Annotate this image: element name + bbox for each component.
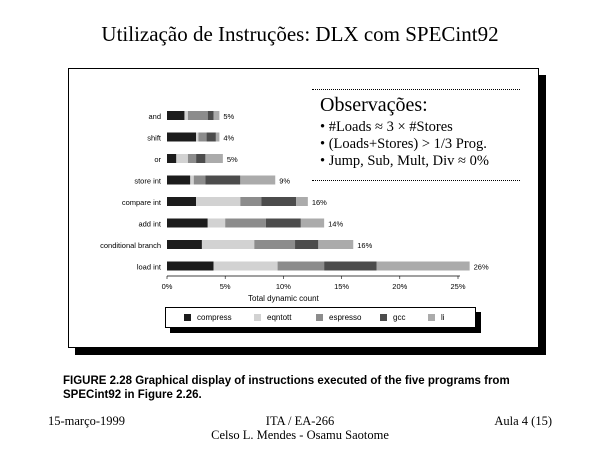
bar-segment-espresso <box>188 154 196 163</box>
bar-segment-compress <box>167 154 176 163</box>
bar-segment-espresso <box>254 240 295 249</box>
bar-segment-espresso <box>225 219 266 228</box>
category-label: store int <box>134 176 161 186</box>
bar-segment-compress <box>167 262 214 271</box>
bar-segment-li <box>216 133 219 142</box>
caption-line-2: SPECint92 in Figure 2.26. <box>63 389 202 401</box>
legend-swatch <box>428 314 435 321</box>
legend-item-gcc <box>380 313 405 322</box>
bar-segment-eqntott <box>190 176 193 185</box>
data-label: 5% <box>223 112 235 121</box>
footer-authors: Celso L. Mendes - Osamu Saotome <box>211 428 389 442</box>
observation-item: • (Loads+Stores) > 1/3 Prog. <box>320 136 487 152</box>
bar-segment-eqntott <box>202 240 254 249</box>
bar-segment-gcc <box>266 219 301 228</box>
x-tick-label: 0% <box>161 282 173 291</box>
observations-title: Observações: <box>320 94 428 116</box>
bar-segment-eqntott <box>196 133 198 142</box>
legend-item-compress <box>184 313 232 322</box>
bar-segment-li <box>214 111 220 120</box>
legend-label: espresso <box>329 313 362 322</box>
legend-label: compress <box>197 313 232 322</box>
footer-course: ITA / EA-266 <box>265 414 335 428</box>
data-label: 16% <box>357 241 373 250</box>
category-label: load int <box>136 262 161 272</box>
legend-label: eqntott <box>267 313 292 322</box>
bar-segment-li <box>296 197 308 206</box>
category-label: compare int <box>121 198 161 207</box>
observations-bottom-rule <box>312 180 520 181</box>
bar-segment-eqntott <box>176 154 188 163</box>
footer-lecture: Aula 4 (15) <box>494 414 552 428</box>
bar-segment-espresso <box>194 176 206 185</box>
bar-segment-espresso <box>278 262 325 271</box>
bar-segment-gcc <box>196 154 205 163</box>
bar-segment-gcc <box>205 176 240 185</box>
legend-item-li <box>428 313 445 322</box>
category-label: conditional branch <box>100 241 161 250</box>
slide-title: Utilização de Instruções: DLX com SPECint92 <box>101 22 499 46</box>
bar-segment-li <box>318 240 353 249</box>
bar-segment-eqntott <box>196 197 240 206</box>
bar-segment-gcc <box>207 133 216 142</box>
bar-segment-espresso <box>198 133 206 142</box>
legend-label: gcc <box>393 313 406 322</box>
data-label: 5% <box>226 155 238 164</box>
bar-segment-espresso <box>188 111 208 120</box>
figure-caption <box>63 374 553 402</box>
data-label: 26% <box>473 262 489 272</box>
bar-segment-gcc <box>208 111 214 120</box>
bar-segment-gcc <box>324 262 376 271</box>
legend-item-eqntott <box>254 313 291 322</box>
bar-segment-compress <box>167 111 184 120</box>
category-label: shift <box>147 133 161 143</box>
category-label: and <box>148 112 161 121</box>
bar-segment-li <box>240 176 275 185</box>
bar-segment-compress <box>167 219 208 228</box>
bar-segment-compress <box>167 176 190 185</box>
legend-swatch <box>316 314 323 321</box>
x-tick-label: 10% <box>275 282 291 291</box>
bar-segment-compress <box>167 197 196 206</box>
bar-segment-compress <box>167 133 196 142</box>
bar-segment-eqntott <box>184 111 187 120</box>
x-tick-label: 25% <box>450 282 466 291</box>
legend-swatch <box>380 314 387 321</box>
observations-top-rule <box>312 89 520 90</box>
bar-segment-gcc <box>295 240 318 249</box>
bar-segment-espresso <box>240 197 261 206</box>
data-label: 9% <box>279 176 291 186</box>
observations-box <box>320 94 530 170</box>
chart-legend <box>165 307 476 328</box>
bar-segment-gcc <box>261 197 296 206</box>
x-tick-label: 15% <box>334 282 350 291</box>
bar-segment-li <box>205 154 222 163</box>
observation-item: • Jump, Sub, Mult, Div ≈ 0% <box>320 153 489 169</box>
footer-date: 15-março-1999 <box>48 414 126 428</box>
legend-swatch <box>254 314 261 321</box>
legend-label: li <box>441 313 445 322</box>
bar-segment-eqntott <box>214 262 278 271</box>
data-label: 4% <box>223 133 235 143</box>
x-tick-label: 20% <box>392 282 408 291</box>
legend-swatch <box>184 314 191 321</box>
bar-segment-li <box>377 262 470 271</box>
bar-segment-eqntott <box>208 219 225 228</box>
x-tick-label: 5% <box>219 282 231 291</box>
observation-item: • #Loads ≈ 3 × #Stores <box>320 119 453 135</box>
bar-segment-compress <box>167 240 202 249</box>
category-label: add int <box>138 219 161 229</box>
legend-item-espresso <box>316 313 361 322</box>
category-label: or <box>154 155 161 164</box>
caption-line-1: FIGURE 2.28 Graphical display of instructions executed of the five programs from <box>63 375 510 387</box>
bar-segment-li <box>301 219 324 228</box>
data-label: 16% <box>311 198 327 207</box>
data-label: 14% <box>328 219 344 229</box>
x-axis-label: Total dynamic count <box>248 294 319 303</box>
